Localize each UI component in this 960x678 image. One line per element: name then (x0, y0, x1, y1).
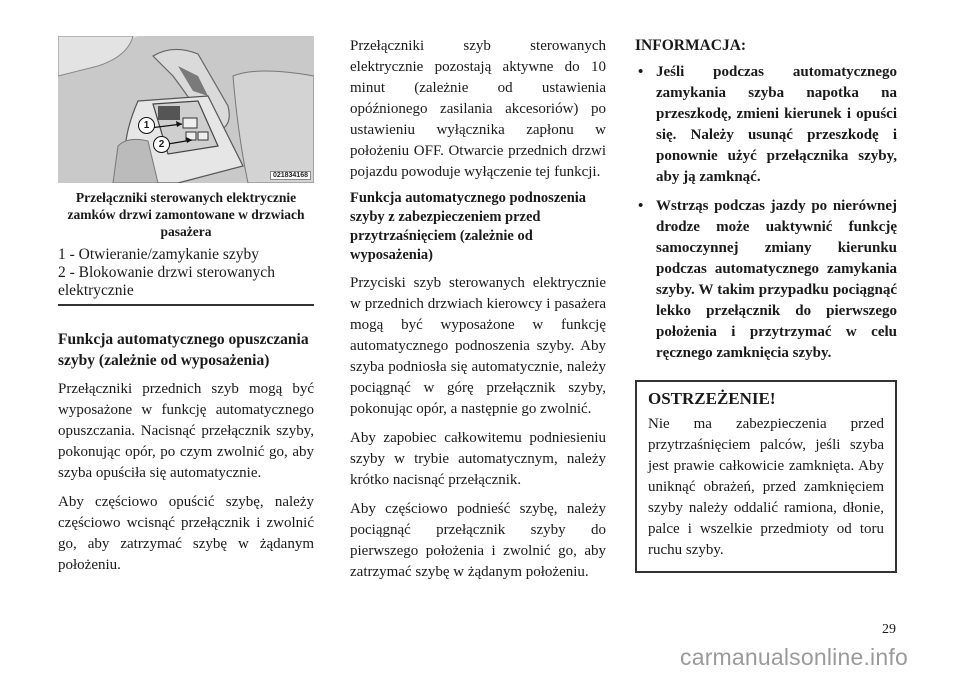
callout-1: 1 (138, 117, 155, 134)
warning-text: Nie ma zabezpieczenia przed przytrzaśnięciem palców, jeśli szyba jest prawie całkowicie zamknięta. Aby uniknąć obrażeń, przed zamknięciem szyby należy oddalić ramiona, dłonie, palce i wszelkie przedmioty od toru ruchu szyby. (648, 416, 884, 558)
bullet-icon: • (638, 198, 644, 214)
paragraph: Aby zapobiec całkowitemu podniesieniu szyby w trybie automatycznym, należy krótko nacisnąć przełącznik. (350, 430, 606, 488)
figure-legend (58, 246, 314, 300)
section-heading-auto-down: Funkcja automatycznego opuszczania szyby (zależnie od wyposażenia) (58, 331, 309, 369)
bullet-icon: • (638, 64, 644, 80)
door-switch-figure (58, 36, 314, 183)
paragraph: Aby częściowo podnieść szybę, należy pociągnąć przełącznik szyby do pierwszego położenia i zwolnić go, aby zatrzymać szybę w żądanym położeniu. (350, 501, 606, 580)
divider (58, 304, 314, 306)
legend-item-1: 1 - Otwieranie/zamykanie szyby (58, 246, 259, 263)
watermark: carmanualsonline.info (680, 644, 908, 670)
bullet-text: Jeśli podczas automatycznego zamykania szyba napotka na przeszkodę, zmieni kierunek i opuści się. Należy usunąć przeszkodę i ponownie użyć przełącznika szyby, aby ją zamknąć. (656, 64, 897, 185)
figure-caption: Przełączniki sterowanych elektrycznie zamków drzwi zamontowane w drzwiach pasażera (67, 190, 305, 239)
page-number: 29 (882, 622, 896, 637)
column-1 (58, 36, 314, 576)
section-heading-auto-up: Funkcja automatycznego podnoszenia szyby z zabezpieczeniem przed przytrzaśnięciem (zależnie od wyposażenia) (350, 190, 587, 263)
paragraph-intro: Przełączniki szyb sterowanych elektrycznie pozostają aktywne do 10 minut (zależnie od ustawienia opóźnionego zasilania akcesoriów) po ustawieniu wyłącznika zapłonu w położeniu OFF. Otwarcie przednich drzwi pojazdu powoduje wyłączenie tej funkcji. (350, 38, 606, 180)
column-2 (350, 36, 606, 583)
bullet-text: Wstrząs podczas jazdy po nierównej drodze może uaktywnić funkcję samoczynnej zmiany kierunku podczas automatycznego zamykania szyby. W takim przypadku pociągnąć lekko przełącznik do pierwszego położenia i przytrzymać w celu ręcznego zamknięcia szyby. (656, 198, 897, 361)
warning-title: OSTRZEŻENIE! (648, 389, 776, 408)
warning-box (635, 380, 897, 573)
door-panel-illustration (58, 36, 314, 183)
figure-code: 021834168 (270, 171, 311, 180)
paragraph: Przyciski szyb sterowanych elektrycznie w przednich drzwiach kierowcy i pasażera mogą być wyposażone w funkcję automatycznego podnoszenia szyby. Aby szyba podniosła się automatycznie, należy pociągnąć w górę przełącznik szyby, pokonując opór, a następnie go zwolnić. (350, 275, 606, 417)
column-3 (635, 36, 897, 573)
callout-2: 2 (153, 136, 170, 153)
info-bullet (635, 62, 897, 188)
paragraph: Przełączniki przednich szyb mogą być wyposażone w funkcję automatycznego opuszczania. Nacisnąć przełącznik szyby, pokonując opór, po czym zwolnić go, aby szyba opuściła się automatycznie. (58, 381, 314, 481)
legend-item-2: 2 - Blokowanie drzwi sterowanych elektrycznie (58, 264, 275, 299)
info-title: INFORMACJA: (635, 37, 747, 54)
info-bullet (635, 196, 897, 364)
paragraph: Aby częściowo opuścić szybę, należy częściowo wcisnąć przełącznik i zwolnić go, aby zatrzymać szybę w żądanym położeniu. (58, 494, 314, 573)
info-bullet-list (635, 62, 897, 364)
